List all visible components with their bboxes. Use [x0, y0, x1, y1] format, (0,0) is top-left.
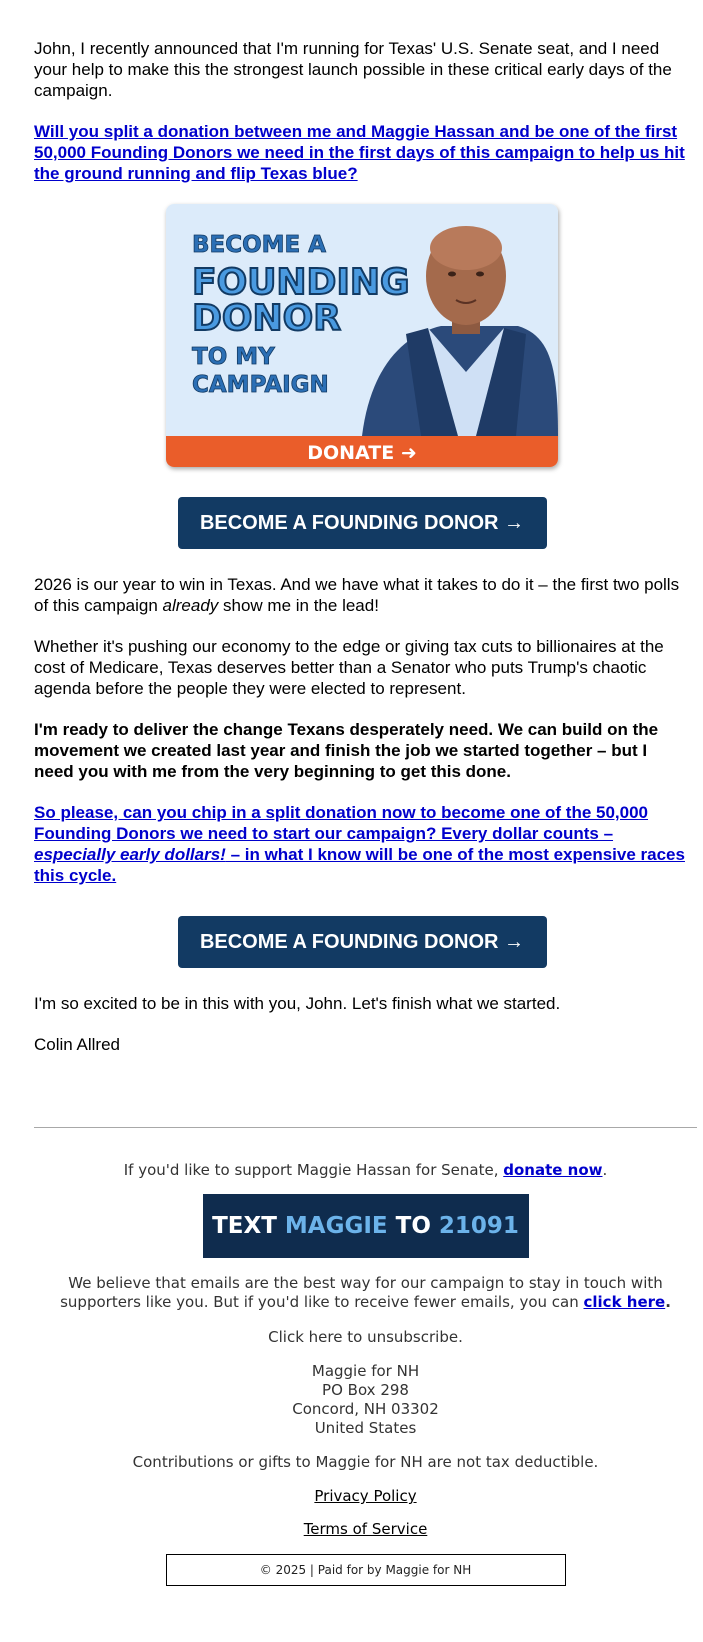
change-paragraph: I'm ready to deliver the change Texans desperately need. We can build on the movement we created last year and finish the job we started together – but I need you with me from the very beginning to get this done.: [34, 720, 659, 781]
chip-in-text-end: – in what I know will be one of the most expensive races this cycle.: [34, 845, 685, 885]
signature: Colin Allred: [34, 1035, 120, 1054]
chip-in-text: So please, can you chip in a split donation now to become one of the 50,000 Founding Donors we need to start our campaign? Every dollar counts –: [34, 803, 649, 843]
donate-link-paragraph: [34, 121, 690, 184]
chip-in-link[interactable]: [34, 803, 685, 885]
chip-in-paragraph: [34, 802, 690, 886]
banner-line-2: FOUNDING: [192, 262, 410, 303]
support-line: [34, 1161, 697, 1180]
email-footer: [34, 1127, 697, 1586]
intro-paragraph: John, I recently announced that I'm running for Texas' U.S. Senate seat, and I need your help to make this the strongest launch possible in these critical early days of the campaign.: [34, 39, 672, 100]
banner-graphic: [166, 204, 558, 467]
fewer-emails-copy: We believe that emails are the best way for our campaign to stay in touch with supporters like you. But if you'd like to receive fewer emails, you can: [60, 1274, 663, 1311]
keyword: MAGGIE: [284, 1213, 388, 1239]
poll-text: 2026 is our year to win in Texas. And we have what it takes to do it – the first two polls of this campaign: [34, 575, 680, 615]
founding-donor-button-bottom[interactable]: BECOME A FOUNDING DONOR →: [178, 916, 547, 968]
email-body: [34, 38, 690, 1075]
banner-line-5: CAMPAIGN: [192, 372, 329, 398]
founding-donor-button-top[interactable]: BECOME A FOUNDING DONOR →: [178, 497, 547, 549]
banner-donate-label: DONATE ➜: [307, 442, 417, 464]
address-line: Maggie for NH: [311, 1362, 420, 1380]
address-line: Concord, NH 03302: [292, 1400, 439, 1418]
poll-emphasis: already: [162, 596, 219, 615]
terms-of-service-link[interactable]: Terms of Service: [303, 1520, 428, 1538]
banner-line-4: TO MY: [192, 344, 275, 370]
fewer-emails-text: [42, 1274, 689, 1312]
chip-in-emphasis: especially early dollars!: [34, 845, 226, 864]
text-maggie-banner[interactable]: [203, 1194, 529, 1258]
banner-line-3: DONOR: [192, 298, 341, 339]
poll-paragraph: [34, 574, 690, 616]
to-word: TO: [387, 1213, 439, 1239]
mailing-address: [34, 1362, 697, 1438]
founding-donor-banner[interactable]: [166, 204, 558, 467]
short-code: 21091: [438, 1213, 519, 1239]
privacy-policy-link[interactable]: Privacy Policy: [314, 1487, 417, 1505]
paid-for-box: © 2025 | Paid for by Maggie for NH: [166, 1554, 566, 1586]
split-donation-link[interactable]: Will you split a donation between me and Maggie Hassan and be one of the first 50,000 Founding Donors we need in the first days of this campaign to help us hit the ground running and flip Texas blue?: [34, 122, 685, 183]
fewer-emails-link[interactable]: click here: [583, 1293, 666, 1311]
address-line: PO Box 298: [322, 1381, 409, 1399]
economy-paragraph: Whether it's pushing our economy to the edge or giving tax cuts to billionaires at the cost of Medicare, Texas deserves better than a Senator who puts Trump's chaotic agenda before the people they were elected to represent.: [34, 637, 664, 698]
privacy-policy-row: [34, 1487, 697, 1506]
closing-paragraph: I'm so excited to be in this with you, John. Let's finish what we started.: [34, 994, 561, 1013]
fewer-emails-period: .: [665, 1293, 671, 1311]
terms-row: [34, 1520, 697, 1539]
address-line: United States: [314, 1419, 417, 1437]
donate-now-link[interactable]: donate now: [503, 1161, 603, 1179]
support-text: If you'd like to support Maggie Hassan for Senate,: [123, 1161, 504, 1179]
poll-text-end: show me in the lead!: [218, 596, 379, 615]
tax-disclaimer: Contributions or gifts to Maggie for NH are not tax deductible.: [132, 1453, 599, 1471]
support-period: .: [602, 1161, 608, 1179]
banner-line-1: BECOME A: [192, 232, 327, 258]
unsubscribe-link[interactable]: Click here to unsubscribe.: [268, 1328, 463, 1346]
text-word: TEXT: [212, 1213, 285, 1239]
